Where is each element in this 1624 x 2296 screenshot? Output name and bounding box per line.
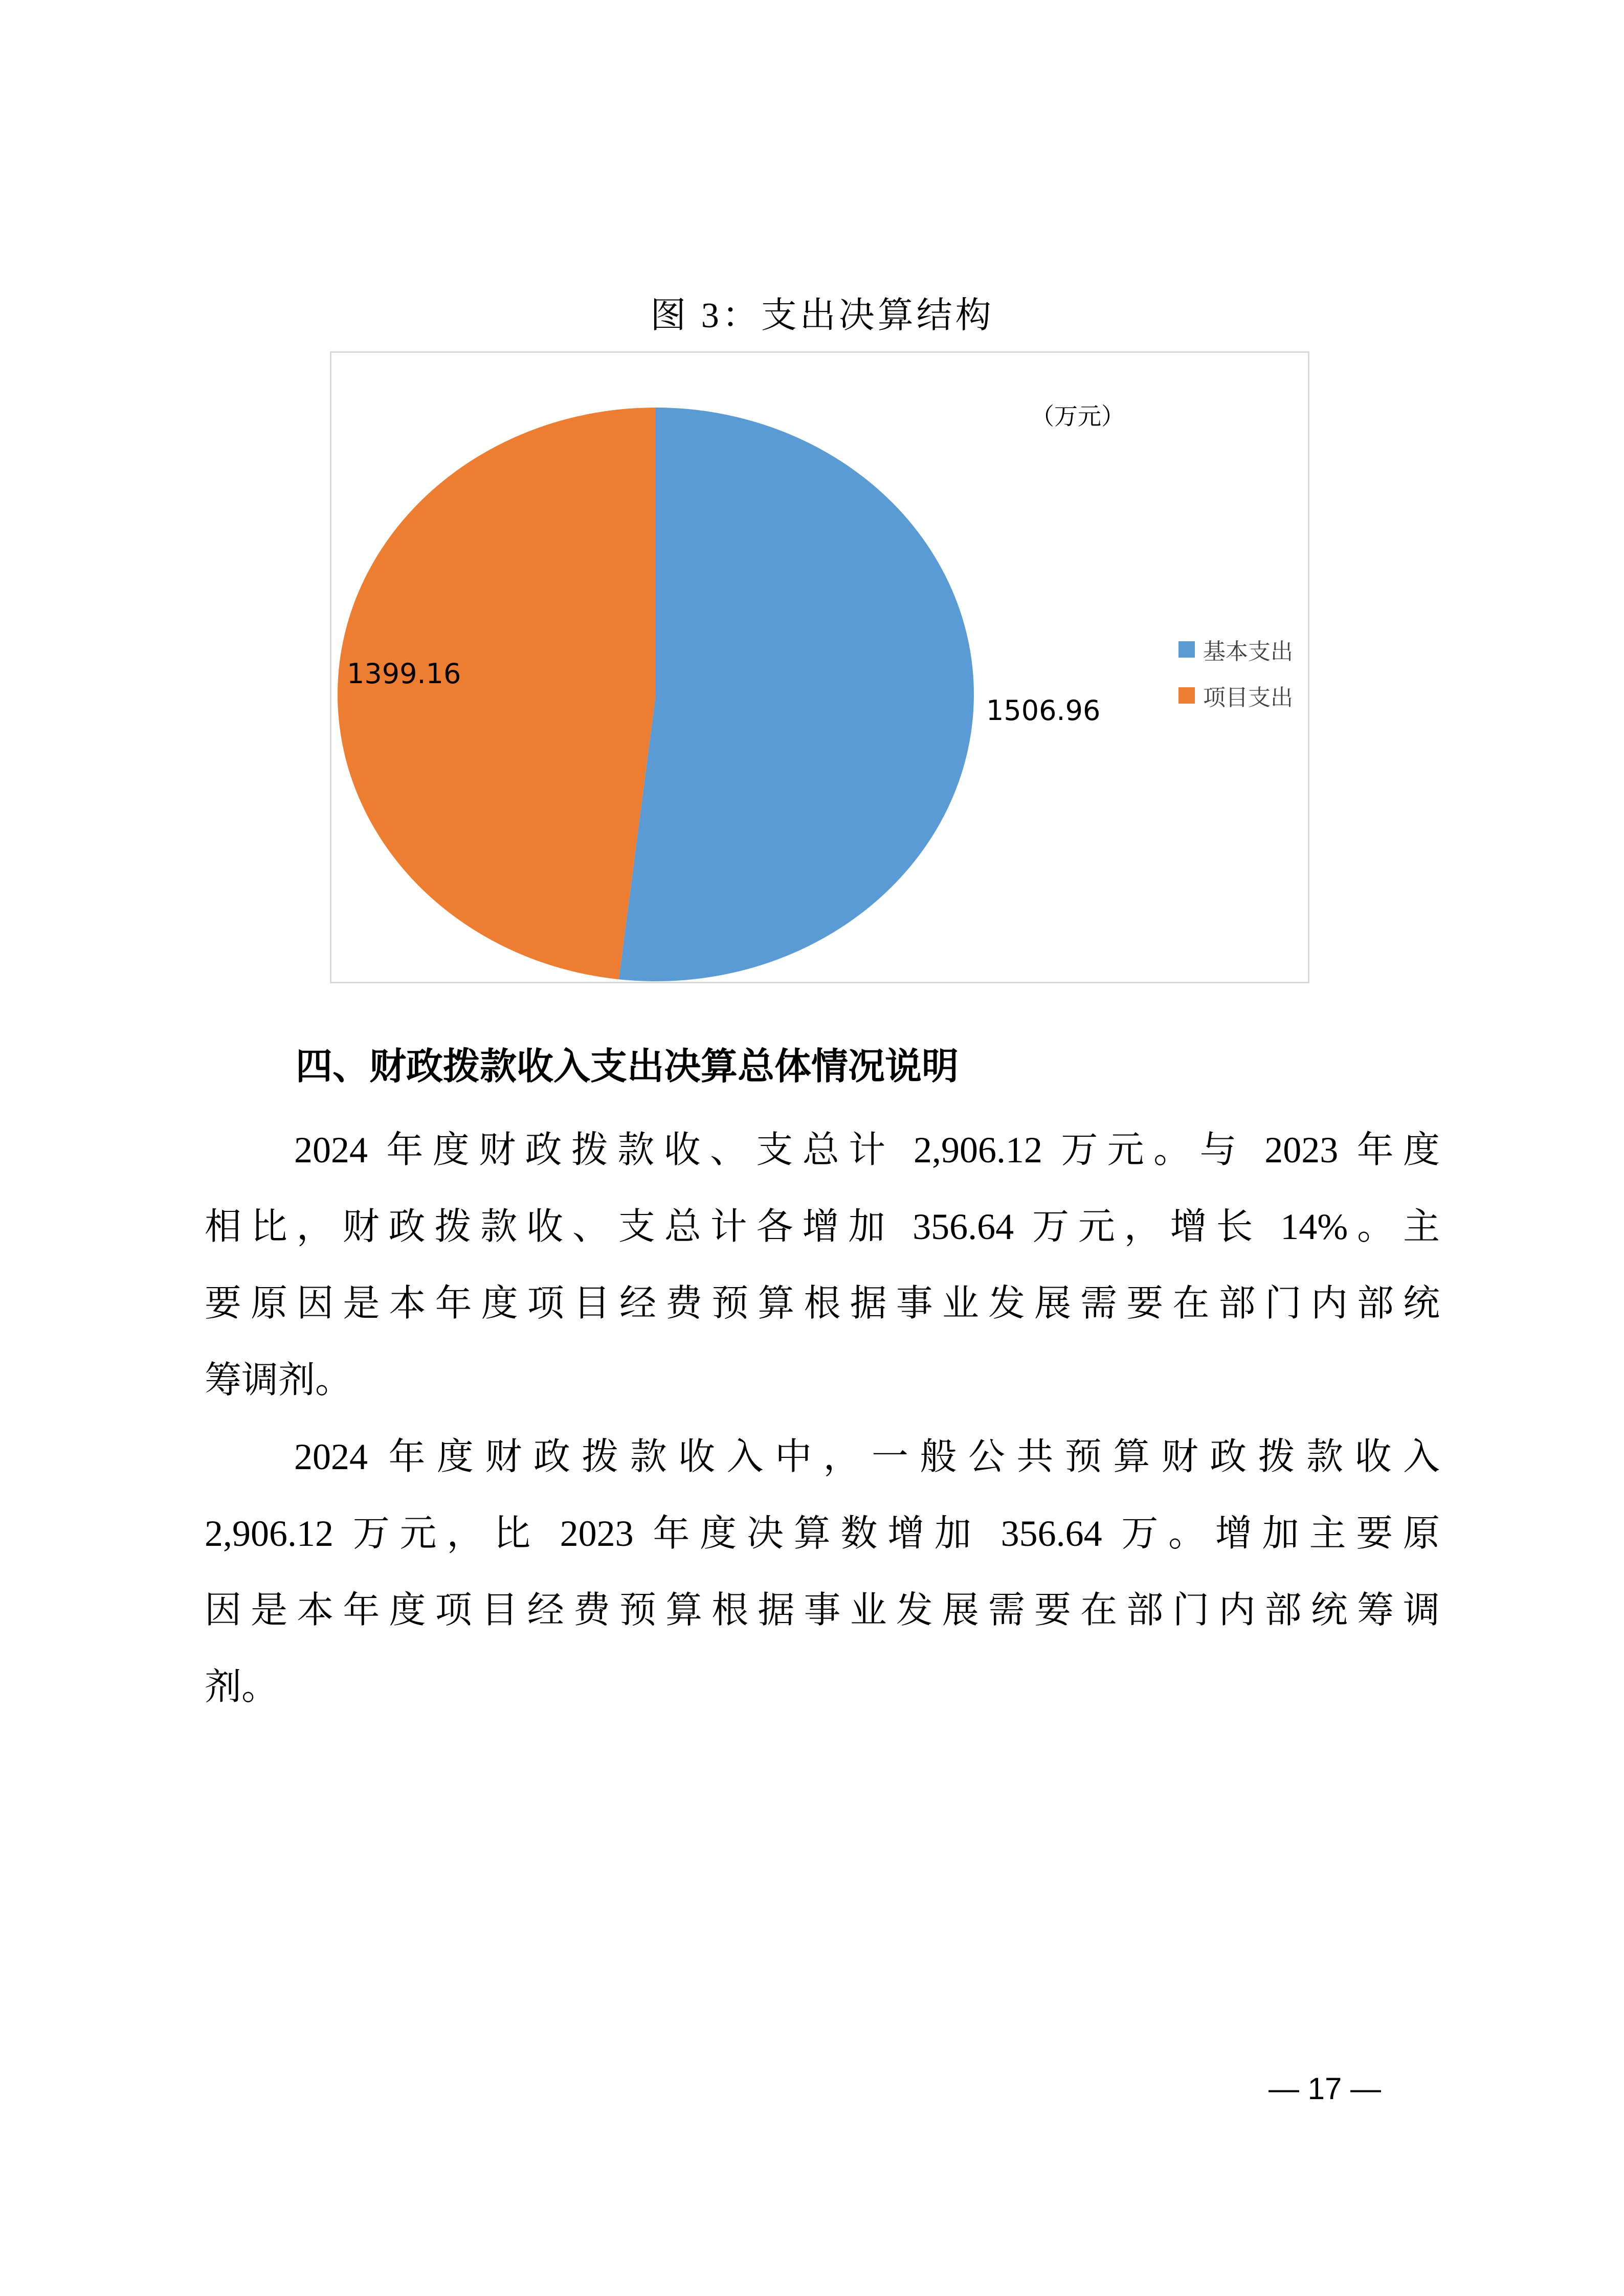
legend-label: 项目支出 [1203, 685, 1293, 710]
pie-chart [331, 353, 1308, 982]
data-label-basic-expenditure: 1506.96 [986, 694, 1101, 727]
paragraph-line: 要原因是本年度项目经费预算根据事业发展需要在部门内部统 [205, 1283, 1440, 1324]
paragraph-line: 相比，财政拨款收、支总计各增加 356.64 万元，增长 14%。主 [205, 1206, 1440, 1247]
paragraph-line: 2,906.12 万元，比 2023 年度决算数增加 356.64 万。增加主要原 [205, 1513, 1440, 1554]
paragraph-line: 筹调剂。 [205, 1360, 352, 1401]
paragraph-line: 2024 年度财政拨款收入中，一般公共预算财政拨款收入 [294, 1436, 1440, 1477]
figure-title: 图 3：支出决算结构 [650, 296, 994, 335]
legend-swatch-orange [1178, 687, 1195, 704]
legend-item-basic-expenditure [1178, 633, 1293, 666]
page-number: — 17 — [1268, 2072, 1382, 2106]
pie-chart-area [330, 351, 1309, 983]
pie-slice-project-expenditure [338, 408, 656, 979]
paragraph-line: 剂。 [205, 1667, 279, 1707]
legend-label: 基本支出 [1203, 639, 1293, 664]
paragraph-line: 因是本年度项目经费预算根据事业发展需要在部门内部统筹调 [205, 1590, 1440, 1631]
pie-slice-basic-expenditure [619, 408, 974, 981]
body-text [205, 1112, 1440, 1725]
section-heading: 四、财政拨款收入支出决算总体情况说明 [296, 1046, 959, 1087]
legend-item-project-expenditure [1178, 679, 1293, 712]
paragraph-line: 2024 年度财政拨款收、支总计 2,906.12 万元。与 2023 年度 [294, 1130, 1440, 1170]
unit-label: （万元） [1031, 403, 1125, 430]
data-label-project-expenditure: 1399.16 [347, 658, 461, 690]
chart-legend [1178, 633, 1293, 712]
legend-swatch-blue [1178, 641, 1195, 658]
